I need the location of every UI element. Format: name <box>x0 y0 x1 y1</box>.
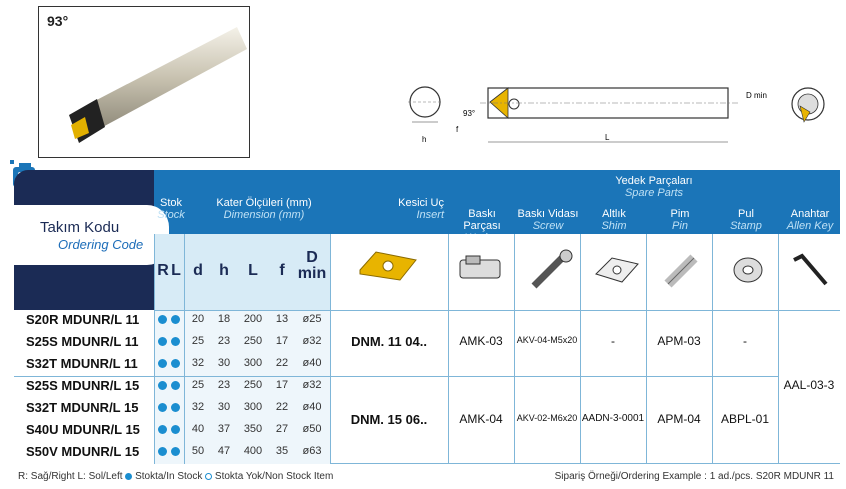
dim-dmin-6: ø50 <box>302 423 322 435</box>
code-row-3: S32T MDUNR/L 11 <box>26 356 138 371</box>
dim-L-2: 250 <box>243 335 263 347</box>
stock-L-3 <box>171 359 180 368</box>
stock-R-6 <box>158 425 167 434</box>
dim-d-7: 50 <box>191 445 205 457</box>
boring-bar-image <box>39 7 250 158</box>
part-header-allen-key: Anahtar Allen Key <box>786 208 834 232</box>
stock-L-1 <box>171 315 180 324</box>
code-row-7: S50V MDUNR/L 15 <box>26 444 140 459</box>
screw-icon <box>524 248 580 292</box>
insert-group-2: DNM. 15 06.. <box>350 412 428 427</box>
dim-L-7: 400 <box>243 445 263 457</box>
part-header-pin: Pim Pin <box>670 208 690 232</box>
dim-d-3: 32 <box>191 357 205 369</box>
stock-L-6 <box>171 425 180 434</box>
dim-dmin-2: ø32 <box>302 335 322 347</box>
dim-h-7: 47 <box>217 445 231 457</box>
dim-f-5: 22 <box>275 401 289 413</box>
stock-R-5 <box>158 403 167 412</box>
dim-f-2: 17 <box>275 335 289 347</box>
shim-group-2: AADN-3-0001 <box>581 413 645 424</box>
tool-photo <box>38 6 250 158</box>
wedge-group-1: AMK-03 <box>459 334 503 348</box>
allen-key-all: AAL-03-3 <box>783 378 835 392</box>
dim-f-3: 22 <box>275 357 289 369</box>
dim-f-7: 35 <box>275 445 289 457</box>
part-header-stamp: Pul Stamp <box>730 208 762 232</box>
stamp-group-2: ABPL-01 <box>720 412 770 426</box>
dim-L-5: 300 <box>243 401 263 413</box>
pin-icon <box>656 248 712 292</box>
dim-h-3: 30 <box>217 357 231 369</box>
stock-R-2 <box>158 337 167 346</box>
angle-label: 93° <box>463 109 476 118</box>
stock-R-3 <box>158 359 167 368</box>
technical-drawing <box>400 70 846 160</box>
wedge-group-2: AMK-04 <box>459 412 503 426</box>
code-row-1: S20R MDUNR/L 11 <box>26 312 140 327</box>
dimension-header: Kater Ölçüleri (mm) Dimension (mm) <box>216 197 312 221</box>
ordering-code-en: Ordering Code <box>58 237 144 252</box>
shim-icon <box>590 252 646 288</box>
stock-R-7 <box>158 447 167 456</box>
part-header-wedge: Baskı Parçası <box>463 208 501 232</box>
stock-L-2 <box>171 337 180 346</box>
h-label: h <box>422 135 427 144</box>
col-L-dim: L <box>248 262 258 279</box>
stamp-group-1: - <box>743 334 747 348</box>
dim-d-6: 40 <box>191 423 205 435</box>
ordering-code-title <box>14 205 169 265</box>
dim-h-1: 18 <box>217 313 231 325</box>
ordering-code-tr: Takım Kodu <box>40 219 120 236</box>
part-header-screw: Baskı Vidası Screw <box>517 208 579 232</box>
dmin-label: D min <box>746 91 767 100</box>
dim-f-6: 27 <box>275 423 289 435</box>
dim-dmin-3: ø40 <box>302 357 322 369</box>
stock-R-1 <box>158 315 167 324</box>
dim-dmin-4: ø32 <box>302 379 322 391</box>
stock-header: Stok Stock <box>157 197 185 221</box>
dim-L-6: 350 <box>243 423 263 435</box>
legend <box>18 471 333 482</box>
legend-instock-dot <box>125 473 132 480</box>
pin-group-2: APM-04 <box>657 412 701 426</box>
col-dmin: D min <box>297 249 327 282</box>
shim-group-1: - <box>611 334 615 348</box>
stock-L-5 <box>171 403 180 412</box>
dim-h-2: 23 <box>217 335 231 347</box>
dim-d-5: 32 <box>191 401 205 413</box>
code-row-2: S25S MDUNR/L 11 <box>26 334 139 349</box>
col-h: h <box>219 262 229 279</box>
dim-L-3: 300 <box>243 357 263 369</box>
dim-h-5: 30 <box>217 401 231 413</box>
legend-instock: Stokta/In Stock <box>135 471 203 482</box>
screw-group-2: AKV-02-M6x20 <box>516 413 578 423</box>
wedge-clamp-icon <box>454 252 510 288</box>
insert-header: Kesici Uç Insert <box>398 197 444 221</box>
product-table <box>14 170 840 466</box>
insert-icon <box>354 246 424 290</box>
L-label: L <box>605 133 610 142</box>
stock-L-7 <box>171 447 180 456</box>
code-row-4: S25S MDUNR/L 15 <box>26 378 140 393</box>
col-L: L <box>171 262 181 279</box>
dim-d-2: 25 <box>191 335 205 347</box>
screw-group-1: AKV-04-M5x20 <box>516 335 578 345</box>
dim-d-4: 25 <box>191 379 205 391</box>
dim-h-6: 37 <box>217 423 231 435</box>
dim-L-4: 250 <box>243 379 263 391</box>
pin-group-1: APM-03 <box>657 334 701 348</box>
dim-d-1: 20 <box>191 313 205 325</box>
col-d: d <box>193 262 203 279</box>
photo-angle-label: 93° <box>47 13 69 29</box>
dim-dmin-5: ø40 <box>302 401 322 413</box>
stock-R-4 <box>158 381 167 390</box>
legend-nonstock-dot <box>205 473 212 480</box>
col-R: R <box>157 262 169 279</box>
legend-rl: R: Sağ/Right L: Sol/Left <box>18 471 123 482</box>
stock-L-4 <box>171 381 180 390</box>
dim-f-4: 17 <box>275 379 289 391</box>
allen-key-icon <box>786 248 836 292</box>
f-label: f <box>456 125 459 134</box>
stamp-washer-icon <box>722 252 778 288</box>
legend-nonstock: Stokta Yok/Non Stock Item <box>214 471 334 482</box>
spare-parts-header: Yedek Parçaları Spare Parts <box>615 175 693 199</box>
dim-dmin-1: ø25 <box>302 313 322 325</box>
dim-L-1: 200 <box>243 313 263 325</box>
ordering-example: Sipariş Örneği/Ordering Example : 1 ad./pcs. S20R MDUNR 11 <box>554 471 834 482</box>
dim-dmin-7: ø63 <box>302 445 322 457</box>
dim-f-1: 13 <box>275 313 289 325</box>
code-row-6: S40U MDUNR/L 15 <box>26 422 140 437</box>
col-f: f <box>279 262 285 279</box>
part-header-shim: Altlık Shim <box>601 208 627 232</box>
dim-h-4: 23 <box>217 379 231 391</box>
code-row-5: S32T MDUNR/L 15 <box>26 400 139 415</box>
insert-group-1: DNM. 11 04.. <box>351 334 427 349</box>
